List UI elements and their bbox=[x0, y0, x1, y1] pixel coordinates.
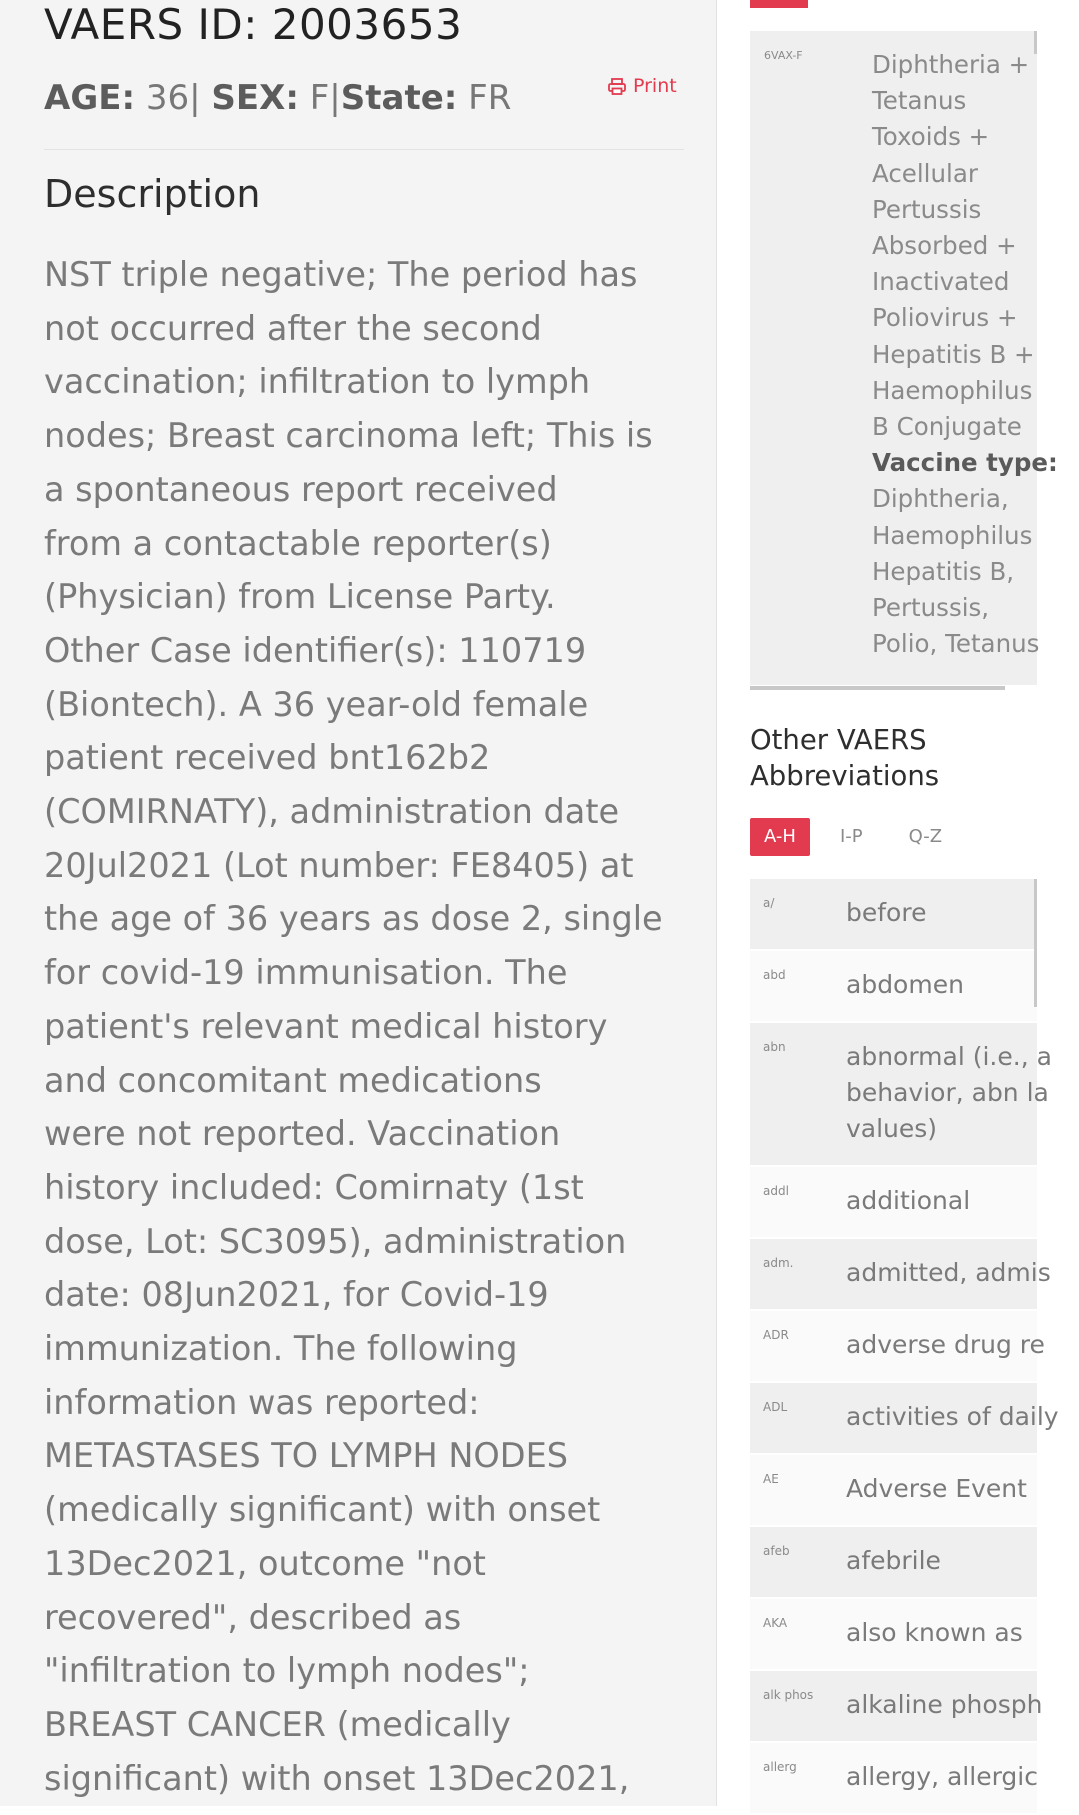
abbreviation-code: a/ bbox=[763, 896, 775, 910]
divider bbox=[44, 149, 684, 150]
abbreviation-meaning bbox=[846, 1039, 1052, 1147]
vaccine-name-line: Acellular bbox=[872, 158, 978, 188]
description-line: "infiltration to lymph nodes"; bbox=[44, 1651, 530, 1691]
state-label: State: bbox=[340, 78, 458, 118]
abbreviation-list bbox=[750, 879, 1059, 1815]
description-line: nodes; Breast carcinoma left; This is bbox=[44, 416, 653, 456]
abbreviation-meaning: Adverse Event bbox=[846, 1474, 1027, 1503]
abbreviation-code: abd bbox=[763, 968, 786, 982]
sidebar bbox=[717, 0, 1079, 1806]
abbreviation-row bbox=[750, 951, 1037, 1021]
abbreviation-meaning-line: abnormal (i.e., a bbox=[846, 1042, 1052, 1071]
description-line: BREAST CANCER (medically bbox=[44, 1704, 511, 1744]
abbreviations-heading-line1: Other VAERS bbox=[750, 724, 927, 756]
abbreviation-meaning: also known as bbox=[846, 1618, 1023, 1647]
abbreviation-row bbox=[750, 1599, 1037, 1669]
description-line: patient received bnt162b2 bbox=[44, 738, 491, 778]
vaccine-name-line: Toxoids + bbox=[872, 122, 990, 152]
abbreviation-row bbox=[750, 1527, 1037, 1597]
description-line: 20Jul2021 (Lot number: FE8405) at bbox=[44, 845, 634, 885]
abbreviation-meaning-line: values) bbox=[846, 1114, 938, 1143]
tab-i-p[interactable]: I-P bbox=[839, 826, 863, 847]
description-line: (Physician) from License Party. bbox=[44, 577, 556, 617]
abbreviations-heading-line2: Abbreviations bbox=[750, 760, 940, 792]
abbreviation-code: abn bbox=[763, 1040, 786, 1054]
abbreviation-meaning-line: behavior, abn la bbox=[846, 1078, 1049, 1107]
printer-icon bbox=[608, 78, 626, 95]
print-label: Print bbox=[633, 75, 677, 97]
abbreviation-code: alk phos bbox=[763, 1688, 814, 1702]
abbreviation-meaning: additional bbox=[846, 1186, 971, 1215]
description-line: NST triple negative; The period has bbox=[44, 255, 638, 294]
vaccine-name-line: Absorbed + bbox=[872, 231, 1017, 261]
vaccine-type-line: Polio, Tetanus bbox=[872, 629, 1040, 659]
abbreviation-meaning: admitted, admis bbox=[846, 1258, 1051, 1287]
abbreviation-code: afeb bbox=[763, 1544, 790, 1558]
description-line: from a contactable reporter(s) bbox=[44, 523, 552, 563]
vaccine-card-scrollbar-horizontal[interactable] bbox=[750, 686, 1005, 690]
description-line: METASTASES TO LYMPH NODES bbox=[44, 1436, 568, 1476]
abbreviation-meaning: alkaline phosph bbox=[846, 1690, 1043, 1719]
tab-a-h[interactable]: A-H bbox=[750, 818, 810, 856]
description-line: 13Dec2021, outcome "not bbox=[44, 1543, 486, 1583]
vaccine-name-line: Poliovirus + bbox=[872, 303, 1018, 333]
abbreviation-row bbox=[750, 1239, 1051, 1309]
description-line: not occurred after the second bbox=[44, 308, 542, 348]
abbreviation-code: ADR bbox=[763, 1328, 789, 1342]
abbreviation-row bbox=[750, 1455, 1037, 1525]
description-line: Other Case identifier(s): 110719 bbox=[44, 630, 587, 670]
vaccine-type-line: Pertussis, bbox=[872, 593, 990, 623]
abbreviation-row bbox=[750, 879, 1037, 949]
abbreviation-code: ADL bbox=[763, 1400, 788, 1414]
description-line: recovered", described as bbox=[44, 1597, 462, 1637]
abbreviation-code: addl bbox=[763, 1184, 789, 1198]
vaccine-name-line: B Conjugate bbox=[872, 412, 1022, 442]
page-title: VAERS ID: 2003653 bbox=[44, 0, 463, 49]
abbreviation-row bbox=[750, 1023, 1052, 1165]
state-value: FR bbox=[468, 78, 512, 118]
vaccine-card-scrollbar-vertical[interactable] bbox=[1034, 31, 1037, 54]
abbreviation-meaning: afebrile bbox=[846, 1546, 941, 1575]
description-line: dose, Lot: SC3095), administration bbox=[44, 1221, 627, 1261]
vaccine-name-line: Pertussis bbox=[872, 194, 982, 224]
abbreviation-meaning: abdomen bbox=[846, 970, 964, 999]
vaccine-name-line: Haemophilus bbox=[872, 375, 1033, 405]
sex-value: F bbox=[309, 78, 330, 118]
abbreviation-meaning: activities of daily bbox=[846, 1402, 1059, 1431]
description-line: a spontaneous report received bbox=[44, 469, 558, 509]
patient-meta: AGE: 36| SEX: F|State: FR bbox=[44, 78, 512, 118]
description-line: the age of 36 years as dose 2, single bbox=[44, 899, 663, 939]
abbreviation-row bbox=[750, 1671, 1043, 1741]
vaccine-type-line: Haemophilus bbox=[872, 520, 1033, 550]
description-line: patient's relevant medical history bbox=[44, 1006, 608, 1046]
description-line: were not reported. Vaccination bbox=[44, 1114, 561, 1154]
description-line: vaccination; infiltration to lymph bbox=[44, 362, 591, 402]
abbreviation-row bbox=[750, 1743, 1037, 1813]
vaccine-type-label bbox=[872, 445, 1072, 481]
abbreviation-list-scrollbar[interactable] bbox=[1034, 879, 1037, 1007]
description-line: and concomitant medications bbox=[44, 1060, 542, 1100]
age-value: 36 bbox=[145, 78, 190, 118]
print-button[interactable] bbox=[608, 75, 677, 97]
description-line: (COMIRNATY), administration date bbox=[44, 792, 620, 832]
vaccine-code: 6VAX-F bbox=[764, 49, 803, 62]
description-line: (medically significant) with onset bbox=[44, 1490, 601, 1530]
tab-q-z[interactable]: Q-Z bbox=[908, 826, 943, 847]
vaccine-type-line: Diphtheria, bbox=[872, 484, 1009, 514]
abbreviation-code: AKA bbox=[763, 1616, 788, 1630]
description-line: immunization. The following bbox=[44, 1329, 518, 1369]
description-line: information was reported: bbox=[44, 1382, 480, 1422]
description-line: history included: Comirnaty (1st bbox=[44, 1167, 584, 1207]
abbreviation-meaning: adverse drug re bbox=[846, 1330, 1045, 1359]
description-line: date: 08Jun2021, for Covid-19 bbox=[44, 1275, 549, 1315]
active-tab-indicator bbox=[750, 0, 808, 8]
sex-label: SEX: bbox=[211, 78, 299, 118]
description-heading: Description bbox=[44, 172, 261, 216]
vaccine-name-line: Diphtheria + bbox=[872, 50, 1030, 79]
vaccine-type-line: Hepatitis B, bbox=[872, 556, 1015, 586]
abbreviation-code: allerg bbox=[763, 1760, 797, 1774]
vaccine-name-line: Inactivated bbox=[872, 267, 1010, 297]
abbreviation-code: AE bbox=[763, 1472, 779, 1486]
description-line: (Biontech). A 36 year-old female bbox=[44, 684, 589, 724]
vaccine-name-line: Hepatitis B + bbox=[872, 339, 1035, 369]
abbreviation-row bbox=[750, 1383, 1059, 1453]
vaccine-details bbox=[872, 47, 1072, 662]
description-line: for covid-19 immunisation. The bbox=[44, 953, 568, 993]
abbreviations-heading bbox=[750, 722, 939, 794]
vaccine-type-label-text: Vaccine type: bbox=[872, 448, 1058, 478]
abbreviation-code: adm. bbox=[763, 1256, 794, 1270]
vaccine-name-line: Tetanus bbox=[872, 86, 967, 116]
abbreviation-meaning: allergy, allergic bbox=[846, 1762, 1038, 1791]
abbreviation-meaning: before bbox=[846, 898, 927, 927]
vaccine-card bbox=[750, 31, 1058, 685]
abbreviation-tabs bbox=[750, 818, 972, 856]
abbreviation-row bbox=[750, 1311, 1045, 1381]
abbreviation-row bbox=[750, 1167, 1037, 1237]
description-text bbox=[44, 248, 694, 1805]
description-line: significant) with onset 13Dec2021, bbox=[44, 1758, 630, 1798]
age-label: AGE: bbox=[44, 78, 136, 118]
